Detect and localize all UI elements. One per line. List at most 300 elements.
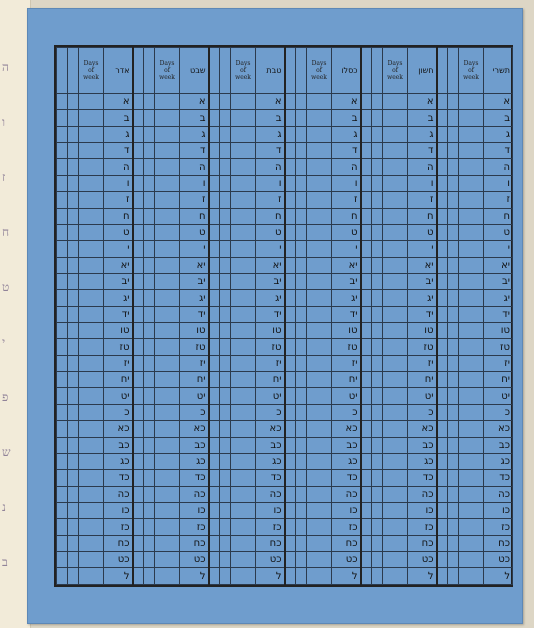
day-of-week-entry[interactable] xyxy=(231,94,256,110)
blank-entry-cell[interactable] xyxy=(448,208,459,224)
day-of-week-entry[interactable] xyxy=(155,355,180,371)
day-of-week-entry[interactable] xyxy=(79,241,104,257)
blank-entry-cell[interactable] xyxy=(68,372,79,388)
day-of-week-entry[interactable] xyxy=(155,306,180,322)
blank-entry-cell[interactable] xyxy=(144,126,155,142)
blank-entry-cell[interactable] xyxy=(133,568,144,585)
blank-entry-cell[interactable] xyxy=(437,388,448,404)
blank-entry-cell[interactable] xyxy=(144,503,155,519)
blank-entry-cell[interactable] xyxy=(57,159,68,175)
blank-entry-cell[interactable] xyxy=(437,159,448,175)
blank-entry-cell[interactable] xyxy=(448,273,459,289)
blank-entry-cell[interactable] xyxy=(133,159,144,175)
blank-entry-cell[interactable] xyxy=(133,323,144,339)
blank-entry-cell[interactable] xyxy=(361,552,372,568)
blank-entry-cell[interactable] xyxy=(133,519,144,535)
blank-entry-cell[interactable] xyxy=(372,175,383,191)
blank-entry-cell[interactable] xyxy=(68,421,79,437)
day-of-week-entry[interactable] xyxy=(79,421,104,437)
day-of-week-entry[interactable] xyxy=(383,159,408,175)
day-of-week-entry[interactable] xyxy=(383,437,408,453)
blank-entry-cell[interactable] xyxy=(144,486,155,502)
blank-entry-cell[interactable] xyxy=(209,404,220,420)
day-of-week-entry[interactable] xyxy=(231,143,256,159)
day-of-week-entry[interactable] xyxy=(231,372,256,388)
day-of-week-entry[interactable] xyxy=(155,143,180,159)
blank-entry-cell[interactable] xyxy=(448,110,459,126)
blank-entry-cell[interactable] xyxy=(296,552,307,568)
blank-entry-cell[interactable] xyxy=(437,552,448,568)
blank-entry-cell[interactable] xyxy=(209,208,220,224)
blank-entry-cell[interactable] xyxy=(372,421,383,437)
blank-entry-cell[interactable] xyxy=(144,355,155,371)
blank-entry-cell[interactable] xyxy=(133,306,144,322)
blank-entry-cell[interactable] xyxy=(209,94,220,110)
blank-entry-cell[interactable] xyxy=(144,290,155,306)
blank-entry-cell[interactable] xyxy=(448,519,459,535)
day-of-week-entry[interactable] xyxy=(231,421,256,437)
blank-entry-cell[interactable] xyxy=(437,503,448,519)
blank-entry-cell[interactable] xyxy=(437,323,448,339)
blank-entry-cell[interactable] xyxy=(57,94,68,110)
blank-entry-cell[interactable] xyxy=(372,126,383,142)
blank-entry-cell[interactable] xyxy=(437,437,448,453)
blank-entry-cell[interactable] xyxy=(220,306,231,322)
day-of-week-entry[interactable] xyxy=(459,126,484,142)
day-of-week-entry[interactable] xyxy=(231,535,256,551)
day-of-week-entry[interactable] xyxy=(231,175,256,191)
blank-entry-cell[interactable] xyxy=(57,323,68,339)
blank-entry-cell[interactable] xyxy=(68,224,79,240)
blank-entry-cell[interactable] xyxy=(57,257,68,273)
blank-entry-cell[interactable] xyxy=(220,503,231,519)
day-of-week-entry[interactable] xyxy=(459,404,484,420)
blank-entry-cell[interactable] xyxy=(68,323,79,339)
blank-entry-cell[interactable] xyxy=(448,453,459,469)
blank-entry-cell[interactable] xyxy=(437,126,448,142)
day-of-week-entry[interactable] xyxy=(383,290,408,306)
blank-entry-cell[interactable] xyxy=(57,355,68,371)
blank-entry-cell[interactable] xyxy=(133,486,144,502)
day-of-week-entry[interactable] xyxy=(231,404,256,420)
day-of-week-entry[interactable] xyxy=(459,323,484,339)
blank-entry-cell[interactable] xyxy=(57,437,68,453)
day-of-week-entry[interactable] xyxy=(231,306,256,322)
blank-entry-cell[interactable] xyxy=(296,404,307,420)
blank-entry-cell[interactable] xyxy=(372,159,383,175)
blank-entry-cell[interactable] xyxy=(220,568,231,585)
blank-entry-cell[interactable] xyxy=(144,388,155,404)
day-of-week-entry[interactable] xyxy=(459,437,484,453)
blank-entry-cell[interactable] xyxy=(209,290,220,306)
day-of-week-entry[interactable] xyxy=(459,224,484,240)
blank-entry-cell[interactable] xyxy=(144,535,155,551)
blank-entry-cell[interactable] xyxy=(448,323,459,339)
blank-entry-cell[interactable] xyxy=(133,143,144,159)
day-of-week-entry[interactable] xyxy=(307,192,332,208)
blank-entry-cell[interactable] xyxy=(68,437,79,453)
blank-entry-cell[interactable] xyxy=(209,552,220,568)
day-of-week-entry[interactable] xyxy=(155,519,180,535)
day-of-week-entry[interactable] xyxy=(459,175,484,191)
blank-entry-cell[interactable] xyxy=(209,453,220,469)
day-of-week-entry[interactable] xyxy=(79,224,104,240)
day-of-week-entry[interactable] xyxy=(155,568,180,585)
day-of-week-entry[interactable] xyxy=(79,453,104,469)
blank-entry-cell[interactable] xyxy=(209,421,220,437)
blank-entry-cell[interactable] xyxy=(296,503,307,519)
blank-entry-cell[interactable] xyxy=(68,126,79,142)
blank-entry-cell[interactable] xyxy=(372,503,383,519)
blank-entry-cell[interactable] xyxy=(296,224,307,240)
day-of-week-entry[interactable] xyxy=(79,273,104,289)
blank-entry-cell[interactable] xyxy=(361,143,372,159)
day-of-week-entry[interactable] xyxy=(231,339,256,355)
blank-entry-cell[interactable] xyxy=(133,339,144,355)
blank-entry-cell[interactable] xyxy=(144,241,155,257)
blank-entry-cell[interactable] xyxy=(448,306,459,322)
blank-entry-cell[interactable] xyxy=(133,355,144,371)
blank-entry-cell[interactable] xyxy=(296,535,307,551)
blank-entry-cell[interactable] xyxy=(144,372,155,388)
blank-entry-cell[interactable] xyxy=(437,224,448,240)
blank-entry-cell[interactable] xyxy=(372,568,383,585)
blank-entry-cell[interactable] xyxy=(285,372,296,388)
day-of-week-entry[interactable] xyxy=(155,224,180,240)
day-of-week-entry[interactable] xyxy=(231,453,256,469)
blank-entry-cell[interactable] xyxy=(296,323,307,339)
day-of-week-entry[interactable] xyxy=(155,257,180,273)
blank-entry-cell[interactable] xyxy=(220,94,231,110)
day-of-week-entry[interactable] xyxy=(155,339,180,355)
day-of-week-entry[interactable] xyxy=(79,437,104,453)
blank-entry-cell[interactable] xyxy=(285,257,296,273)
blank-entry-cell[interactable] xyxy=(144,404,155,420)
day-of-week-entry[interactable] xyxy=(383,175,408,191)
blank-entry-cell[interactable] xyxy=(57,453,68,469)
blank-entry-cell[interactable] xyxy=(133,175,144,191)
blank-entry-cell[interactable] xyxy=(361,126,372,142)
blank-entry-cell[interactable] xyxy=(372,437,383,453)
blank-entry-cell[interactable] xyxy=(448,192,459,208)
blank-entry-cell[interactable] xyxy=(57,470,68,486)
day-of-week-entry[interactable] xyxy=(307,110,332,126)
day-of-week-entry[interactable] xyxy=(231,257,256,273)
day-of-week-entry[interactable] xyxy=(155,535,180,551)
blank-entry-cell[interactable] xyxy=(437,568,448,585)
day-of-week-entry[interactable] xyxy=(155,208,180,224)
blank-entry-cell[interactable] xyxy=(285,273,296,289)
blank-entry-cell[interactable] xyxy=(68,486,79,502)
day-of-week-entry[interactable] xyxy=(231,470,256,486)
day-of-week-entry[interactable] xyxy=(459,306,484,322)
day-of-week-entry[interactable] xyxy=(231,323,256,339)
blank-entry-cell[interactable] xyxy=(361,273,372,289)
blank-entry-cell[interactable] xyxy=(144,224,155,240)
day-of-week-entry[interactable] xyxy=(307,290,332,306)
blank-entry-cell[interactable] xyxy=(209,503,220,519)
blank-entry-cell[interactable] xyxy=(220,110,231,126)
blank-entry-cell[interactable] xyxy=(209,192,220,208)
day-of-week-entry[interactable] xyxy=(231,486,256,502)
blank-entry-cell[interactable] xyxy=(57,175,68,191)
blank-entry-cell[interactable] xyxy=(144,94,155,110)
blank-entry-cell[interactable] xyxy=(220,535,231,551)
blank-entry-cell[interactable] xyxy=(209,486,220,502)
blank-entry-cell[interactable] xyxy=(361,355,372,371)
day-of-week-entry[interactable] xyxy=(459,257,484,273)
blank-entry-cell[interactable] xyxy=(372,453,383,469)
day-of-week-entry[interactable] xyxy=(307,241,332,257)
day-of-week-entry[interactable] xyxy=(383,257,408,273)
day-of-week-entry[interactable] xyxy=(307,159,332,175)
blank-entry-cell[interactable] xyxy=(68,552,79,568)
blank-entry-cell[interactable] xyxy=(437,175,448,191)
blank-entry-cell[interactable] xyxy=(68,110,79,126)
blank-entry-cell[interactable] xyxy=(296,241,307,257)
day-of-week-entry[interactable] xyxy=(307,503,332,519)
day-of-week-entry[interactable] xyxy=(459,94,484,110)
day-of-week-entry[interactable] xyxy=(383,404,408,420)
blank-entry-cell[interactable] xyxy=(372,273,383,289)
blank-entry-cell[interactable] xyxy=(296,192,307,208)
blank-entry-cell[interactable] xyxy=(209,519,220,535)
blank-entry-cell[interactable] xyxy=(68,192,79,208)
blank-entry-cell[interactable] xyxy=(220,126,231,142)
blank-entry-cell[interactable] xyxy=(361,290,372,306)
day-of-week-entry[interactable] xyxy=(231,503,256,519)
blank-entry-cell[interactable] xyxy=(285,470,296,486)
day-of-week-entry[interactable] xyxy=(307,94,332,110)
blank-entry-cell[interactable] xyxy=(144,339,155,355)
blank-entry-cell[interactable] xyxy=(209,372,220,388)
day-of-week-entry[interactable] xyxy=(79,159,104,175)
blank-entry-cell[interactable] xyxy=(209,143,220,159)
day-of-week-entry[interactable] xyxy=(79,355,104,371)
blank-entry-cell[interactable] xyxy=(133,110,144,126)
blank-entry-cell[interactable] xyxy=(285,503,296,519)
day-of-week-entry[interactable] xyxy=(231,519,256,535)
blank-entry-cell[interactable] xyxy=(144,159,155,175)
day-of-week-entry[interactable] xyxy=(307,208,332,224)
blank-entry-cell[interactable] xyxy=(296,453,307,469)
blank-entry-cell[interactable] xyxy=(133,273,144,289)
blank-entry-cell[interactable] xyxy=(144,519,155,535)
blank-entry-cell[interactable] xyxy=(448,94,459,110)
blank-entry-cell[interactable] xyxy=(296,273,307,289)
blank-entry-cell[interactable] xyxy=(296,519,307,535)
blank-entry-cell[interactable] xyxy=(285,224,296,240)
blank-entry-cell[interactable] xyxy=(220,192,231,208)
blank-entry-cell[interactable] xyxy=(437,486,448,502)
blank-entry-cell[interactable] xyxy=(361,519,372,535)
blank-entry-cell[interactable] xyxy=(448,404,459,420)
blank-entry-cell[interactable] xyxy=(57,486,68,502)
blank-entry-cell[interactable] xyxy=(285,355,296,371)
blank-entry-cell[interactable] xyxy=(144,453,155,469)
day-of-week-entry[interactable] xyxy=(231,290,256,306)
blank-entry-cell[interactable] xyxy=(220,273,231,289)
blank-entry-cell[interactable] xyxy=(448,437,459,453)
blank-entry-cell[interactable] xyxy=(361,503,372,519)
day-of-week-entry[interactable] xyxy=(383,355,408,371)
blank-entry-cell[interactable] xyxy=(285,306,296,322)
day-of-week-entry[interactable] xyxy=(307,404,332,420)
blank-entry-cell[interactable] xyxy=(133,126,144,142)
day-of-week-entry[interactable] xyxy=(79,290,104,306)
blank-entry-cell[interactable] xyxy=(372,241,383,257)
blank-entry-cell[interactable] xyxy=(285,568,296,585)
blank-entry-cell[interactable] xyxy=(144,470,155,486)
day-of-week-entry[interactable] xyxy=(307,175,332,191)
blank-entry-cell[interactable] xyxy=(220,339,231,355)
blank-entry-cell[interactable] xyxy=(144,552,155,568)
blank-entry-cell[interactable] xyxy=(220,437,231,453)
day-of-week-entry[interactable] xyxy=(383,306,408,322)
blank-entry-cell[interactable] xyxy=(68,306,79,322)
blank-entry-cell[interactable] xyxy=(133,453,144,469)
blank-entry-cell[interactable] xyxy=(437,453,448,469)
day-of-week-entry[interactable] xyxy=(459,421,484,437)
blank-entry-cell[interactable] xyxy=(361,339,372,355)
blank-entry-cell[interactable] xyxy=(144,421,155,437)
blank-entry-cell[interactable] xyxy=(285,290,296,306)
day-of-week-entry[interactable] xyxy=(307,306,332,322)
blank-entry-cell[interactable] xyxy=(448,503,459,519)
blank-entry-cell[interactable] xyxy=(144,273,155,289)
blank-entry-cell[interactable] xyxy=(361,306,372,322)
day-of-week-entry[interactable] xyxy=(459,143,484,159)
day-of-week-entry[interactable] xyxy=(79,535,104,551)
blank-entry-cell[interactable] xyxy=(361,257,372,273)
blank-entry-cell[interactable] xyxy=(57,110,68,126)
day-of-week-entry[interactable] xyxy=(79,568,104,585)
day-of-week-entry[interactable] xyxy=(383,535,408,551)
day-of-week-entry[interactable] xyxy=(307,126,332,142)
day-of-week-entry[interactable] xyxy=(231,273,256,289)
blank-entry-cell[interactable] xyxy=(437,421,448,437)
day-of-week-entry[interactable] xyxy=(155,404,180,420)
blank-entry-cell[interactable] xyxy=(209,224,220,240)
day-of-week-entry[interactable] xyxy=(155,421,180,437)
blank-entry-cell[interactable] xyxy=(68,241,79,257)
blank-entry-cell[interactable] xyxy=(296,143,307,159)
day-of-week-entry[interactable] xyxy=(383,192,408,208)
blank-entry-cell[interactable] xyxy=(209,535,220,551)
blank-entry-cell[interactable] xyxy=(68,470,79,486)
day-of-week-entry[interactable] xyxy=(459,110,484,126)
day-of-week-entry[interactable] xyxy=(155,241,180,257)
day-of-week-entry[interactable] xyxy=(155,503,180,519)
day-of-week-entry[interactable] xyxy=(155,273,180,289)
day-of-week-entry[interactable] xyxy=(459,453,484,469)
day-of-week-entry[interactable] xyxy=(155,323,180,339)
blank-entry-cell[interactable] xyxy=(372,355,383,371)
blank-entry-cell[interactable] xyxy=(285,241,296,257)
day-of-week-entry[interactable] xyxy=(307,273,332,289)
blank-entry-cell[interactable] xyxy=(144,143,155,159)
day-of-week-entry[interactable] xyxy=(383,224,408,240)
day-of-week-entry[interactable] xyxy=(307,323,332,339)
blank-entry-cell[interactable] xyxy=(361,372,372,388)
blank-entry-cell[interactable] xyxy=(372,208,383,224)
blank-entry-cell[interactable] xyxy=(296,355,307,371)
blank-entry-cell[interactable] xyxy=(57,224,68,240)
blank-entry-cell[interactable] xyxy=(285,94,296,110)
blank-entry-cell[interactable] xyxy=(448,175,459,191)
blank-entry-cell[interactable] xyxy=(133,257,144,273)
day-of-week-entry[interactable] xyxy=(383,126,408,142)
blank-entry-cell[interactable] xyxy=(220,519,231,535)
day-of-week-entry[interactable] xyxy=(155,486,180,502)
blank-entry-cell[interactable] xyxy=(448,355,459,371)
blank-entry-cell[interactable] xyxy=(220,470,231,486)
blank-entry-cell[interactable] xyxy=(209,241,220,257)
blank-entry-cell[interactable] xyxy=(361,110,372,126)
blank-entry-cell[interactable] xyxy=(437,208,448,224)
day-of-week-entry[interactable] xyxy=(155,453,180,469)
blank-entry-cell[interactable] xyxy=(448,224,459,240)
blank-entry-cell[interactable] xyxy=(285,552,296,568)
blank-entry-cell[interactable] xyxy=(285,192,296,208)
blank-entry-cell[interactable] xyxy=(133,503,144,519)
blank-entry-cell[interactable] xyxy=(448,143,459,159)
blank-entry-cell[interactable] xyxy=(285,486,296,502)
blank-entry-cell[interactable] xyxy=(68,208,79,224)
blank-entry-cell[interactable] xyxy=(68,503,79,519)
blank-entry-cell[interactable] xyxy=(133,388,144,404)
day-of-week-entry[interactable] xyxy=(155,290,180,306)
blank-entry-cell[interactable] xyxy=(372,519,383,535)
blank-entry-cell[interactable] xyxy=(144,257,155,273)
blank-entry-cell[interactable] xyxy=(361,159,372,175)
blank-entry-cell[interactable] xyxy=(209,306,220,322)
blank-entry-cell[interactable] xyxy=(133,94,144,110)
blank-entry-cell[interactable] xyxy=(296,437,307,453)
blank-entry-cell[interactable] xyxy=(57,192,68,208)
blank-entry-cell[interactable] xyxy=(296,159,307,175)
blank-entry-cell[interactable] xyxy=(57,306,68,322)
blank-entry-cell[interactable] xyxy=(437,94,448,110)
day-of-week-entry[interactable] xyxy=(155,159,180,175)
blank-entry-cell[interactable] xyxy=(372,535,383,551)
blank-entry-cell[interactable] xyxy=(220,388,231,404)
blank-entry-cell[interactable] xyxy=(361,192,372,208)
blank-entry-cell[interactable] xyxy=(296,388,307,404)
blank-entry-cell[interactable] xyxy=(361,453,372,469)
day-of-week-entry[interactable] xyxy=(459,552,484,568)
day-of-week-entry[interactable] xyxy=(231,552,256,568)
blank-entry-cell[interactable] xyxy=(285,437,296,453)
blank-entry-cell[interactable] xyxy=(220,372,231,388)
day-of-week-entry[interactable] xyxy=(155,388,180,404)
day-of-week-entry[interactable] xyxy=(383,453,408,469)
day-of-week-entry[interactable] xyxy=(459,241,484,257)
day-of-week-entry[interactable] xyxy=(383,110,408,126)
blank-entry-cell[interactable] xyxy=(285,208,296,224)
blank-entry-cell[interactable] xyxy=(68,519,79,535)
day-of-week-entry[interactable] xyxy=(79,143,104,159)
day-of-week-entry[interactable] xyxy=(383,568,408,585)
blank-entry-cell[interactable] xyxy=(57,290,68,306)
day-of-week-entry[interactable] xyxy=(459,503,484,519)
blank-entry-cell[interactable] xyxy=(296,126,307,142)
day-of-week-entry[interactable] xyxy=(307,421,332,437)
blank-entry-cell[interactable] xyxy=(57,126,68,142)
blank-entry-cell[interactable] xyxy=(372,192,383,208)
blank-entry-cell[interactable] xyxy=(437,470,448,486)
blank-entry-cell[interactable] xyxy=(372,552,383,568)
